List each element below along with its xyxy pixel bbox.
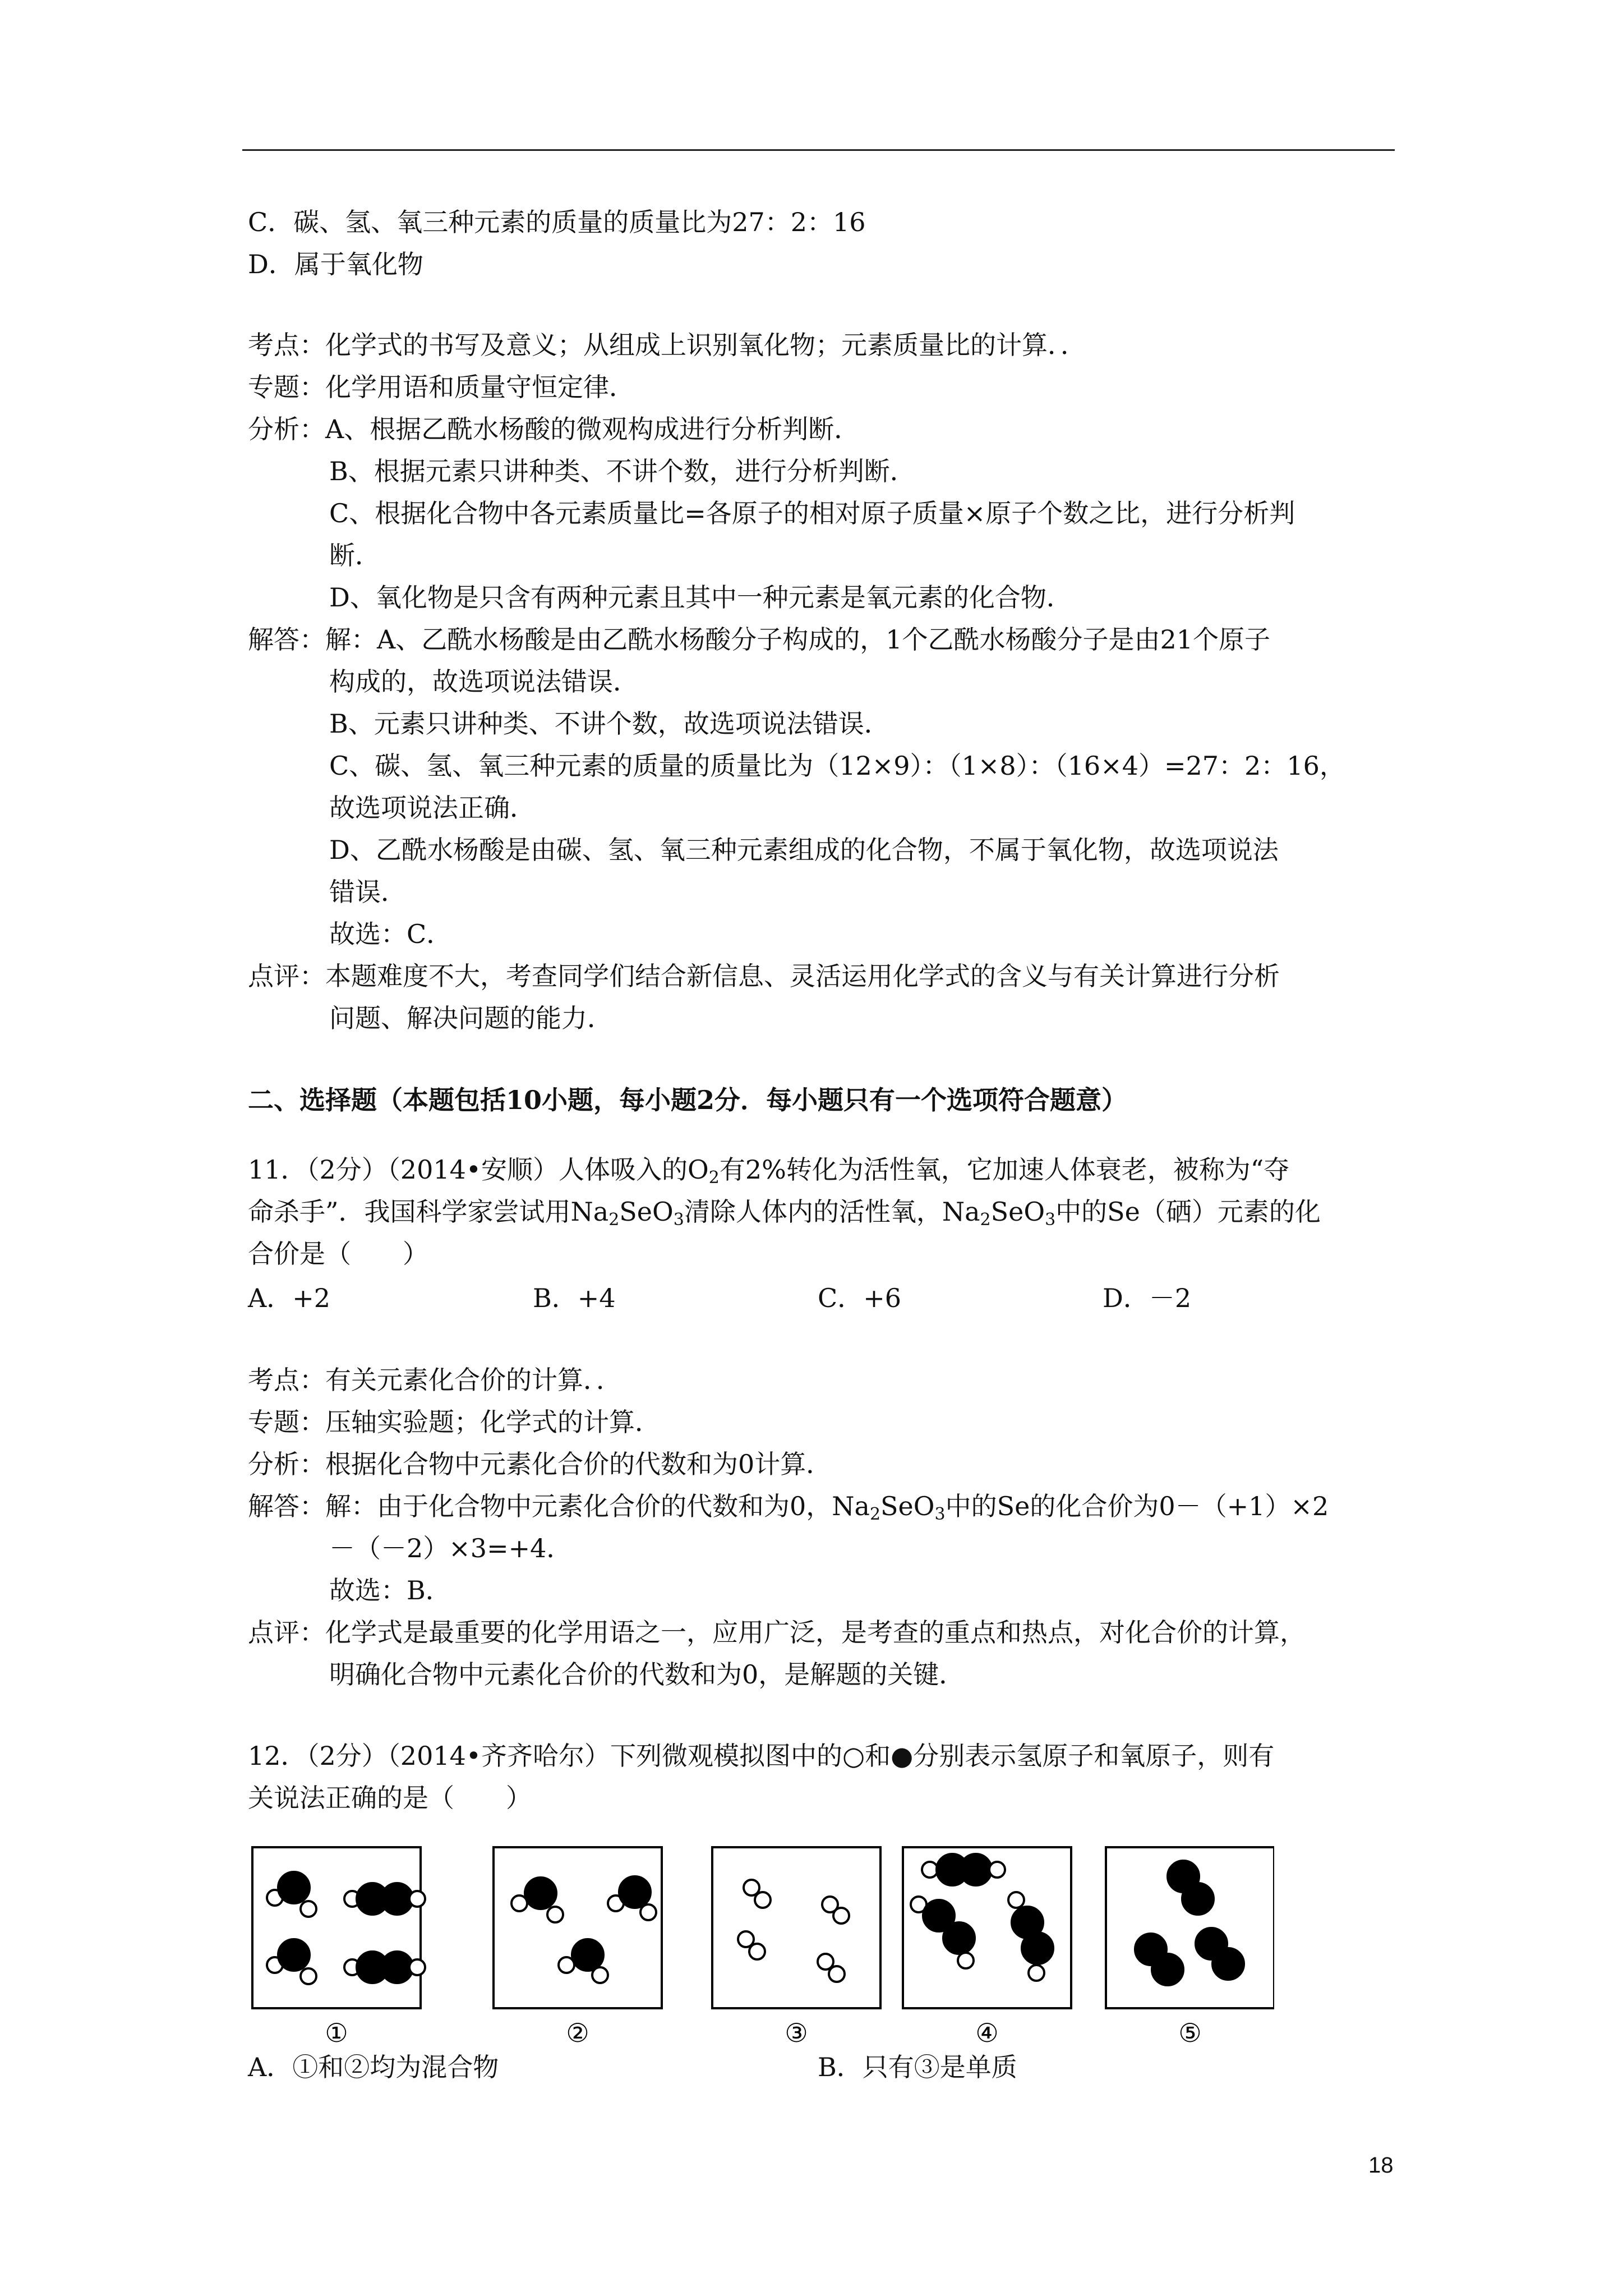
h-atom: [1008, 1892, 1024, 1908]
q12-option-a: A．①和②均为混合物: [248, 2052, 499, 2082]
o-atom: [572, 1939, 603, 1971]
q10-jieda-3: B、元素只讲种类、不讲个数，故选项说法错误．: [329, 708, 890, 739]
molecule-diagram-svg: [248, 1843, 1274, 2045]
h-atom: [640, 1904, 656, 1920]
o-atom: [1182, 1883, 1214, 1915]
box-label-5: ⑤: [1178, 2018, 1202, 2045]
box-label-1: ①: [325, 2018, 348, 2045]
q12-line-1: 12．（2分）（2014•齐齐哈尔）下列微观模拟图中的○和●分别表示氢原子和氧原子，则有: [248, 1741, 1275, 1771]
q11-l2-b: SeO: [619, 1197, 674, 1227]
box-label-4: ④: [975, 2018, 999, 2045]
q11-l1-sub: 2: [708, 1168, 720, 1188]
q11-jieda-2: －（－2）×3=+4．: [329, 1533, 573, 1563]
q10-dianping-1: 点评：本题难度不大，考查同学们结合新信息、灵活运用化学式的含义与有关计算进行分析: [248, 961, 1280, 991]
page-number: 18: [1368, 2153, 1394, 2178]
q11-jieda-b: SeO: [880, 1491, 935, 1521]
q10-jieda-5: 故选项说法正确．: [329, 793, 536, 823]
q11-l2-s2: 3: [673, 1210, 684, 1230]
q11-jieda-3: 故选：B．: [329, 1575, 451, 1605]
box-label-3: ③: [785, 2018, 808, 2045]
o-atom: [960, 1854, 992, 1885]
q11-jieda-1: [248, 1489, 1329, 1523]
q10-jieda-8: 故选：C．: [329, 919, 453, 949]
h-atom: [922, 1862, 938, 1878]
molecule-diagram: [248, 1843, 1274, 2045]
o-atom: [525, 1878, 556, 1909]
h-atom: [409, 1891, 425, 1907]
q11-option-b: B．+4: [533, 1283, 616, 1313]
q10-fenxi-4: 断．: [329, 540, 381, 570]
q10-jieda-1: 解答：解：A、乙酰水杨酸是由乙酰水杨酸分子构成的，1个乙酰水杨酸分子是由21个原子: [248, 624, 1271, 655]
q11-l2-s1: 2: [608, 1210, 620, 1230]
o-atom: [278, 1939, 310, 1971]
q10-zhuanti: 专题：化学用语和质量守恒定律．: [248, 372, 635, 402]
header-rule: [242, 149, 1395, 151]
q10-fenxi-1: 分析：A、根据乙酰水杨酸的微观构成进行分析判断．: [248, 414, 860, 444]
q11-jieda-s1: 2: [869, 1504, 881, 1524]
h-atom: [989, 1862, 1005, 1878]
q10-option-d: D．属于氧化物: [248, 249, 423, 279]
q11-kaodian: 考点：有关元素化合价的计算．．: [248, 1365, 622, 1395]
q10-jieda-7: 错误．: [329, 877, 407, 907]
h-atom: [592, 1967, 608, 1983]
q11-option-c: C．+6: [818, 1283, 902, 1313]
q11-l1-a: 11．（2分）（2014•安顺）人体吸入的O: [248, 1154, 709, 1185]
q11-l2-d: SeO: [990, 1197, 1045, 1227]
q12-option-b: B．只有③是单质: [818, 2052, 1017, 2082]
q10-jieda-4: C、碳、氢、氧三种元素的质量的质量比为（12×9）：（1×8）：（16×4）=27：2：16，: [329, 751, 1345, 781]
q11-option-a: A．+2: [248, 1283, 331, 1313]
h-atom: [833, 1908, 849, 1924]
q11-jieda-s2: 3: [934, 1504, 946, 1524]
box-3: [712, 1847, 880, 2008]
h-atom: [749, 1944, 765, 1959]
q11-dianping-1: 点评：化学式是最重要的化学用语之一，应用广泛，是考查的重点和热点，对化合价的计算，: [248, 1617, 1306, 1648]
q11-dianping-2: 明确化合物中元素化合价的代数和为0，是解题的关键．: [329, 1659, 965, 1690]
o-atom: [943, 1922, 975, 1954]
q10-option-c: C．碳、氢、氧三种元素的质量的质量比为27：2：16: [248, 207, 866, 237]
q11-jieda-c: 中的Se的化合价为0－（+1）×2: [945, 1491, 1329, 1521]
q11-l2-e: 中的Se（硒）元素的化: [1055, 1197, 1321, 1227]
q10-dianping-2: 问题、解决问题的能力．: [329, 1003, 613, 1033]
q11-l2-s4: 3: [1045, 1210, 1056, 1230]
q11-l2-c: 清除人体内的活性氧，Na: [684, 1197, 980, 1227]
h-atom: [301, 1968, 316, 1984]
h-atom: [301, 1901, 316, 1917]
o-atom: [278, 1872, 310, 1903]
h-atom: [958, 1953, 974, 1968]
section-title: 二、选择题（本题包括10小题，每小题2分．每小题只有一个选项符合题意）: [248, 1085, 1128, 1115]
q11-line-3: 合价是（ ）: [248, 1239, 428, 1269]
q11-l1-b: 有2%转化为活性氧，它加速人体衰老，被称为“夺: [719, 1154, 1290, 1185]
o-atom: [381, 1883, 413, 1915]
q11-l2-a: 命杀手”．我国科学家尝试用Na: [248, 1197, 609, 1227]
q11-zhuanti: 专题：压轴实验题；化学式的计算．: [248, 1407, 661, 1437]
o-atom: [1212, 1948, 1244, 1980]
box-label-2: ②: [566, 2018, 589, 2045]
q10-fenxi-2: B、根据元素只讲种类、不讲个数，进行分析判断．: [329, 456, 916, 486]
o-atom: [1022, 1932, 1053, 1964]
q11-l2-s3: 2: [980, 1210, 991, 1230]
q12-line-2: 关说法正确的是（ ）: [248, 1783, 532, 1813]
q10-kaodian: 考点：化学式的书写及意义；从组成上识别氧化物；元素质量比的计算．．: [248, 330, 1086, 360]
h-atom: [547, 1907, 563, 1922]
box-2: [494, 1847, 662, 2008]
h-atom: [1029, 1965, 1044, 1981]
h-atom: [829, 1966, 845, 1982]
o-atom: [381, 1952, 413, 1983]
box-1: [252, 1847, 421, 2008]
q11-line-1: [248, 1153, 1289, 1186]
q10-jieda-6: D、乙酰水杨酸是由碳、氢、氧三种元素组成的化合物，不属于氧化物，故选项说法: [329, 835, 1279, 865]
q11-jieda-a: 解答：解：由于化合物中元素化合价的代数和为0，Na: [248, 1491, 870, 1521]
q11-line-2: [248, 1195, 1321, 1228]
o-atom: [1152, 1954, 1183, 1985]
o-atom: [619, 1876, 651, 1908]
q10-fenxi-5: D、氧化物是只含有两种元素且其中一种元素是氧元素的化合物．: [329, 582, 1072, 613]
h-atom: [409, 1959, 425, 1975]
q11-fenxi: 分析：根据化合物中元素化合价的代数和为0计算．: [248, 1449, 832, 1479]
q11-option-d: D．－2: [1103, 1283, 1192, 1313]
q10-jieda-2: 构成的，故选项说法错误．: [329, 666, 639, 697]
q10-fenxi-3: C、根据化合物中各元素质量比=各原子的相对原子质量×原子个数之比，进行分析判: [329, 498, 1295, 528]
h-atom: [755, 1892, 771, 1908]
